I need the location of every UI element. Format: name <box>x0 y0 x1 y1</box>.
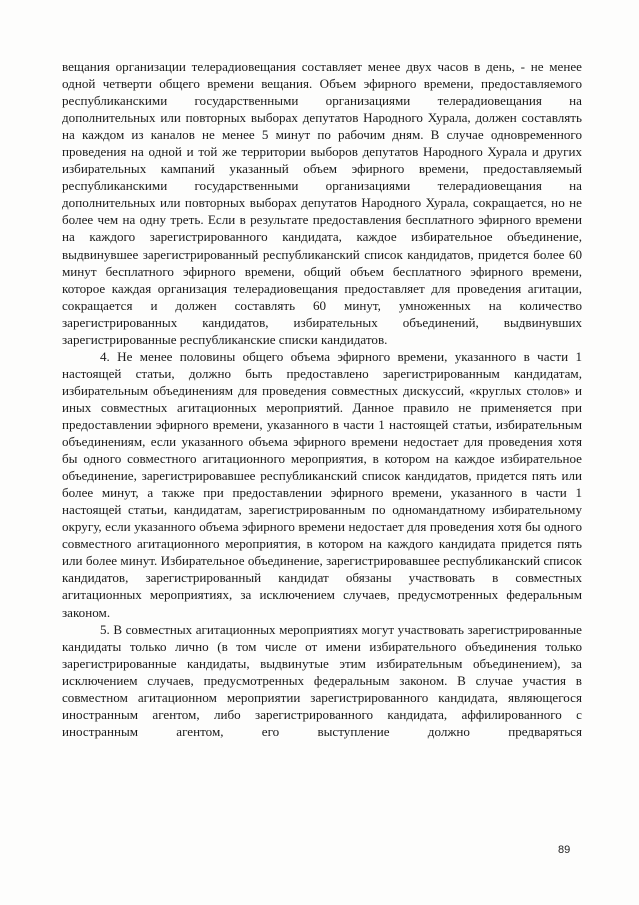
page-number: 89 <box>558 844 571 856</box>
paragraph-continuation: вещания организации телерадиовещания составляет менее двух часов в день, - не менее одной четверти общего времени вещания. Объем эфирного времени, предоставляемого республиканскими государственными организациями телерадиовещания на дополнительных или повторных выборах депутатов Народного Хурала, должен составлять на каждом из каналов не менее 5 минут по рабочим дням. В случае одновременного проведения на одной и той же территории выборов депутатов Народного Хурала и других избирательных кампаний указанный объем эфирного времени, предоставляемый республиканскими государственными организациями телерадиовещания на дополнительных или повторных выборах депутатов Народного Хурала, сокращается, но не более чем на одну треть. Если в результате предоставления бесплатного эфирного времени на каждого зарегистрированного кандидата, каждое избирательное объединение, выдвинувшее зарегистрированный республиканский список кандидатов, придется более 60 минут бесплатного эфирного времени, общий объем бесплатного эфирного времени, которое каждая организация телерадиовещания предоставляет для проведения агитации, сокращается и должен составлять 60 минут, умноженных на количество зарегистрированных кандидатов, избирательных объединений, выдвинувших зарегистрированные республиканские списки кандидатов. <box>62 59 582 347</box>
document-body <box>62 58 582 740</box>
paragraph-item-4: 4. Не менее половины общего объема эфирного времени, указанного в части 1 настоящей статьи, должно быть предоставлено зарегистрированным кандидатам, избирательным объединениям для проведения совместных дискуссий, «круглых столов» и иных совместных агитационных мероприятий. Данное правило не применяется при предоставлении эфирного времени, указанного в части 1 настоящей статьи, избирательным объединениям, если указанного объема эфирного времени недостает для проведения хотя бы одного совместного агитационного мероприятия, в котором на каждое избирательное объединение, зарегистрировавшее республиканский список кандидатов, придется пять или более минут, а также при предоставлении эфирного времени, указанного в части 1 настоящей статьи, кандидатам, зарегистрированным по одномандатному избирательному округу, если указанного объема эфирного времени недостает для проведения хотя бы одного совместного агитационного мероприятия, в котором на каждого кандидата придется пять или более минут. Избирательное объединение, зарегистрировавшее республиканский список кандидатов, зарегистрированный кандидат обязаны участвовать в совместных агитационных мероприятиях, за исключением случаев, предусмотренных федеральным законом. <box>62 348 582 620</box>
paragraph-item-5: 5. В совместных агитационных мероприятиях могут участвовать зарегистрированные кандидаты только лично (в том числе от имени избирательного объединения только зарегистрированные кандидаты, выдвинутые этим избирательным объединением), за исключением случаев, предусмотренных федеральным законом. В случае участия в совместном агитационном мероприятии зарегистрированного кандидата, являющегося иностранным агентом, либо зарегистрированного кандидата, аффилированного с иностранным агентом, его выступление должно предваряться <box>62 621 582 739</box>
